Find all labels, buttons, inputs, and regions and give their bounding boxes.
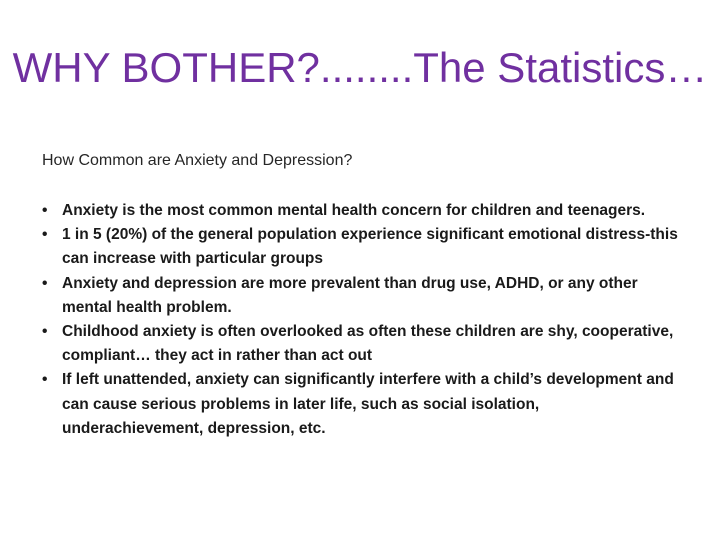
bullet-text: 1 in 5 (20%) of the general population experience significant emotional distress-this can increase with particular groups [62, 226, 678, 268]
bullet-icon: • [42, 226, 48, 244]
bullet-item [42, 368, 682, 441]
bullet-item [42, 199, 682, 223]
bullet-list [42, 199, 682, 441]
bullet-icon: • [42, 371, 48, 389]
bullet-item [42, 223, 682, 271]
bullet-item [42, 320, 682, 368]
bullet-icon: • [42, 202, 48, 219]
bullet-item [42, 272, 682, 320]
bullet-icon: • [42, 274, 48, 292]
slide-title: WHY BOTHER?........The Statistics… [12, 44, 708, 91]
bullet-text: Childhood anxiety is often overlooked as often these children are shy, cooperative, compliant… they act in rather than act out [62, 323, 674, 365]
bullet-text: Anxiety is the most common mental health concern for children and teenagers. [62, 202, 646, 219]
bullet-text: Anxiety and depression are more prevalent than drug use, ADHD, or any other mental health problem. [62, 274, 638, 316]
bullet-text: If left unattended, anxiety can significantly interfere with a child’s development and can cause serious problems in later life, such as social isolation, underachievement, depression, etc. [62, 371, 674, 437]
section-subtitle: How Common are Anxiety and Depression? [42, 152, 353, 169]
bullet-icon: • [42, 323, 48, 341]
